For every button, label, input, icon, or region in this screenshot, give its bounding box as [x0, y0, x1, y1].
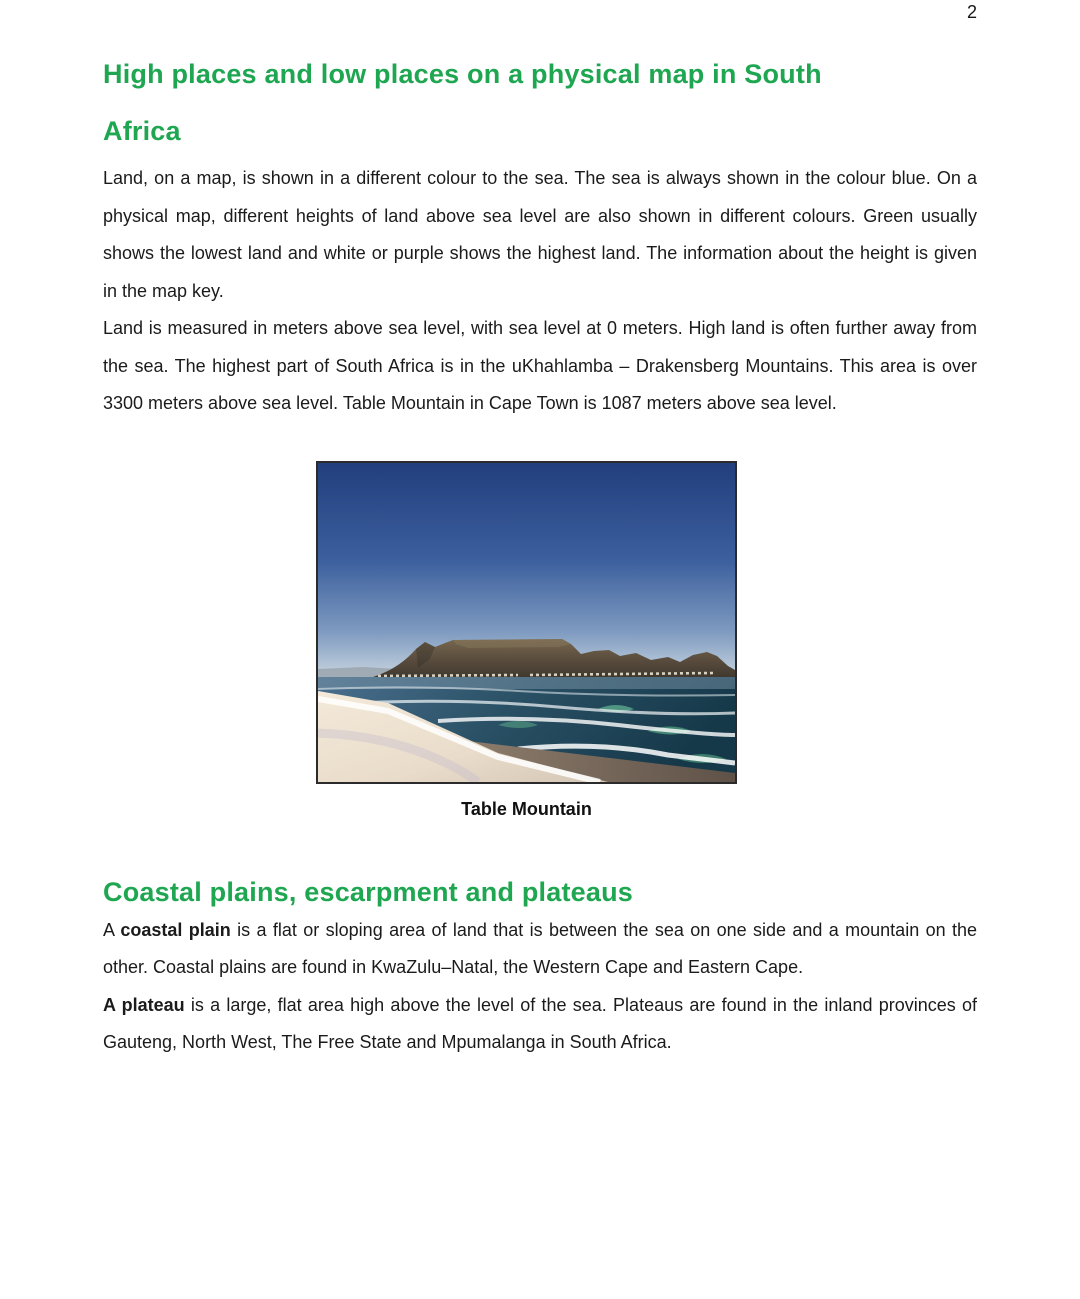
main-heading	[103, 46, 977, 160]
figure-caption: Table Mountain	[461, 798, 592, 819]
main-heading-line-2: Africa	[103, 116, 181, 146]
paragraph-map-colours: Land, on a map, is shown in a different colour to the sea. The sea is always shown in the colour blue. On a physical map, different heights of land above sea level are also shown in different colours. Green usually shows the lowest land and white or purple shows the highest land. The information about the height is given in the map key.	[103, 168, 977, 301]
paragraph-coastal-plain-rest: is a flat or sloping area of land that is between the sea on one side and a mountain on the other. Coastal plains are found in KwaZulu–Natal, the Western Cape and Eastern Cape.	[103, 919, 977, 977]
photo-mountain-top-light	[453, 639, 571, 648]
coastal-plain-term: coastal plain	[120, 919, 231, 940]
table-mountain-photo	[316, 461, 737, 784]
paragraph-sea-level: Land is measured in meters above sea level, with sea level at 0 meters. High land is often further away from the sea. The highest part of South Africa is in the uKhahlamba – Drakensberg Mountains. This area is over 3300 meters above sea level. Table Mountain in Cape Town is 1087 meters above sea level.	[103, 318, 977, 413]
plateau-term: A plateau	[103, 994, 185, 1015]
section-heading-coastal: Coastal plains, escarpment and plateaus	[103, 876, 633, 907]
main-heading-line-1: High places and low places on a physical map in South	[103, 59, 822, 89]
paragraph-coastal-plain	[103, 912, 977, 987]
paragraph-plateau-rest: is a large, flat area high above the level of the sea. Plateaus are found in the inland provinces of Gauteng, North West, The Free State and Mpumalanga in South Africa.	[103, 994, 978, 1052]
paragraph-coastal-plain-lead: A	[103, 919, 121, 940]
figure-table-mountain	[103, 461, 977, 820]
paragraph-plateau	[103, 987, 977, 1062]
page-number: 2	[966, 2, 977, 22]
table-mountain-photo-art	[318, 463, 735, 782]
document-page	[103, 0, 977, 1062]
